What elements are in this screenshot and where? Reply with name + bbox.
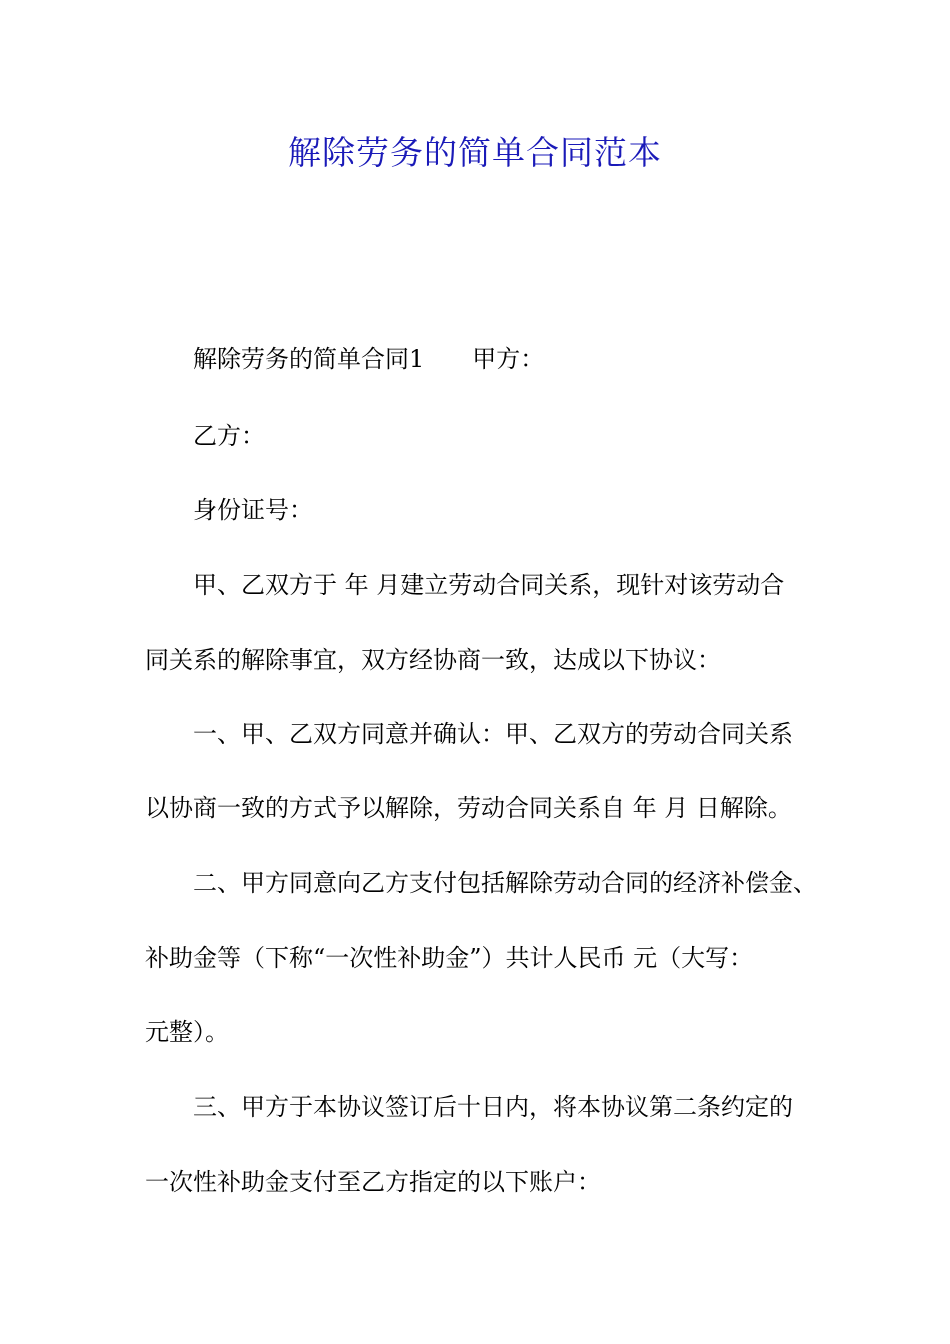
clause-2-line-3: 元整）。 (145, 1018, 229, 1046)
contract-number-label: 解除劳务的简单合同1 (193, 345, 425, 373)
preamble-line-1: 甲、乙双方于 年 月建立劳动合同关系，现针对该劳动合 (193, 571, 785, 599)
party-a-label: 甲方： (472, 345, 545, 373)
paragraph-heading-line (193, 344, 544, 374)
clause-1-line-2: 以协商一致的方式予以解除，劳动合同关系自 年 月 日解除。 (145, 794, 792, 822)
preamble-line-2: 同关系的解除事宜，双方经协商一致，达成以下协议： (145, 646, 721, 674)
id-number-label: 身份证号： (193, 496, 313, 524)
party-b-label: 乙方： (193, 422, 265, 450)
clause-3-line-2: 一次性补助金支付至乙方指定的以下账户： (145, 1168, 601, 1196)
clause-1-line-1: 一、甲、乙双方同意并确认：甲、乙双方的劳动合同关系 (193, 720, 793, 748)
clause-3-line-1: 三、甲方于本协议签订后十日内，将本协议第二条约定的 (193, 1093, 793, 1121)
document-title: 解除劳务的简单合同范本 (288, 133, 662, 172)
clause-2-line-1: 二、甲方同意向乙方支付包括解除劳动合同的经济补偿金、 (193, 869, 817, 897)
clause-2-line-2: 补助金等（下称“一次性补助金”）共计人民币 元（大写： (145, 944, 754, 972)
